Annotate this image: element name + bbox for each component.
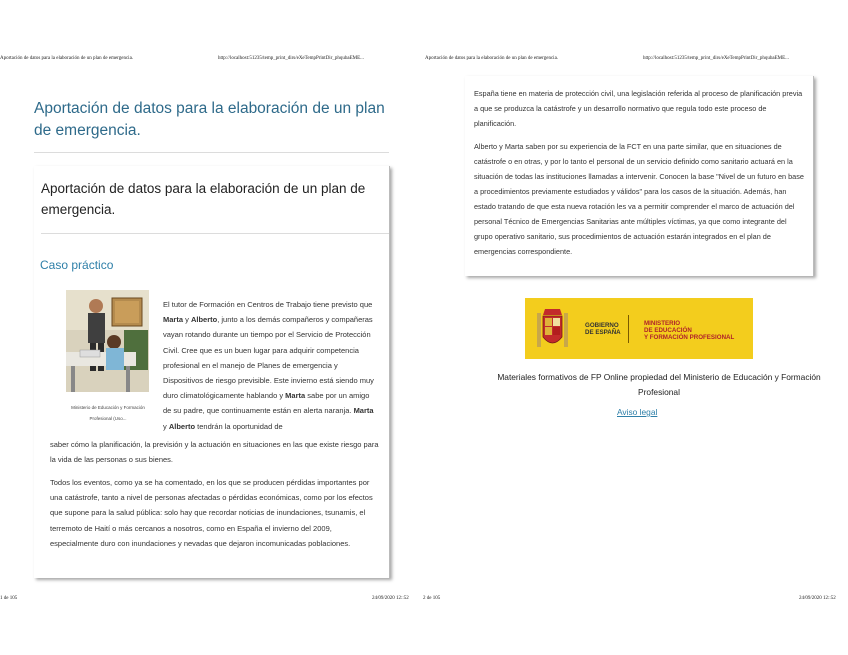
case-card [34,166,390,578]
print-footer-left-page: 1 de 105 [0,596,18,601]
card-divider [41,233,389,234]
case-paragraph-1-continued: saber cómo la planificación, la previsión y la actuación en situaciones en las que existe riesgo para la vida de las personas o sus bienes. [50,440,379,465]
logo-divider [628,315,629,343]
ministry-label: MINISTERIO DE EDUCACIÓN Y FORMACIÓN PROFESIONAL [644,320,735,341]
right-case-card [465,76,814,276]
students-photo-image [66,290,149,392]
title-divider [34,152,389,153]
print-footer-right-date: 24/09/2020 12::52 [799,596,836,601]
photo-caption: Ministerio de Educación y Formación Profesional (Uso... [71,405,145,421]
materials-footer-text: Materiales formativos de FP Online propiedad del Ministerio de Educación y Formación Profesional [497,372,821,397]
right-paragraph-2: Alberto y Marta saben por su experiencia de la FCT en una parte similar, que en situaciones de catástrofe o en otras, y por lo tanto el personal de un servicio definido como sanitario actuará en la situación de todas las instituciones llamadas a intervenir. Conocen la base "Nivel de un futuro en base a procedimientos previamente estudiados y válidos" para los casos de la situación. Además, han estado tratando de que esta nueva rotación les va a permitir comprender el marco de actuación del personal Técnico de Emergencias Sanitarias ante múltiples víctimas, ya que como integrante del grupo operativo sanitario, sus procedimientos de actuación estarán integrados en el plan de emergencias correspondiente. [474,142,804,256]
print-header-right-url: http://localhost:51235/temp_print_dirs/eXeTempPrintDir_phqubaEME... [643,56,789,61]
right-paragraph-1: España tiene en materia de protección civil, una legislación referida al proceso de planificación previa a que se produzca la catástrofe y un desarrollo normativo que regula todo este proceso de planificación. [474,89,803,128]
print-header-right-title: Aportación de datos para la elaboración de un plan de emergencia. [425,56,559,61]
case-paragraph-2: Todos los eventos, como ya se ha comentado, en los que se producen pérdidas importantes por una catástrofe, tanto a nivel de personas afectadas o pérdidas económicas, como por los efectos que supone para la salud pública: solo hay que recordar noticias de inundaciones, tsunamis, el terremoto de Haití o más cercanos a nosotros, como en España el invierno del 2009, especialmente duro con inundaciones y nevadas que dejaron incomunicadas poblaciones. [50,478,373,548]
page-title: Aportación de datos para la elaboración de un plan de emergencia. [34,100,385,139]
card-title: Aportación de datos para la elaboración de un plan de emergencia. [41,181,366,217]
students-photo [66,290,149,392]
print-header-left-title: Aportación de datos para la elaboración de un plan de emergencia. [0,56,134,61]
coat-of-arms-icon [535,307,570,352]
print-footer-mid-page: 2 de 105 [423,596,441,601]
section-title: Caso práctico [40,258,114,272]
ministry-logo [525,298,753,359]
print-footer-mid-date: 24/09/2020 12::52 [372,596,409,601]
case-paragraph-1: El tutor de Formación en Centros de Trabajo tiene previsto que Marta y Alberto, junto a los demás compañeros y compañeras vayan rotando durante un tiempo por el Servicio de Protección Civil. Cree que es un buen lugar para adquirir competencia profesional en el manejo de Planes de emergencia y Dispositivos de riesgo previsible. Este invierno está siendo muy duro climatológicamente hablando y Marta sabe por un amigo de su padre, que continuamente están en alerta naranja. Marta y Alberto tendrán la oportunidad de [163,300,374,431]
print-header-left-url: http://localhost:51235/temp_print_dirs/eXeTempPrintDir_phqubaEME... [218,56,364,61]
government-label: GOBIERNO DE ESPAÑA [585,322,621,336]
legal-notice-link[interactable]: Aviso legal [617,407,658,417]
